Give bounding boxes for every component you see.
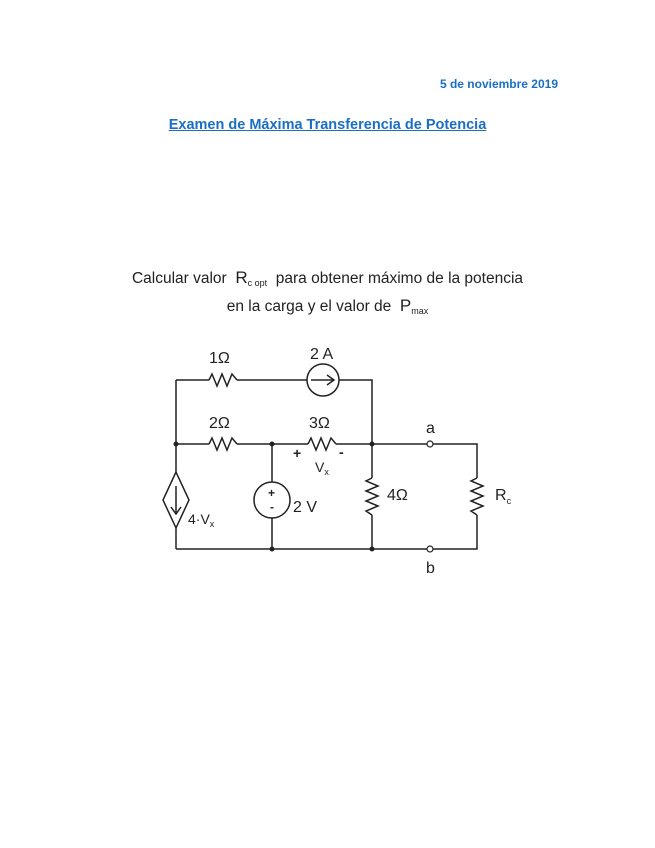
dependent-source-label <box>188 511 215 529</box>
rc-letter: R <box>495 487 507 504</box>
vx-label <box>315 459 329 477</box>
exam-date: 5 de noviembre 2019 <box>439 77 558 91</box>
label-2-ohm: 2Ω <box>209 415 230 432</box>
pmax-subscript: max <box>411 306 429 316</box>
resistor-1-ohm <box>209 374 237 386</box>
plus-sign: + <box>268 486 276 500</box>
load-resistor <box>471 478 483 515</box>
current-arrow-icon <box>311 375 334 385</box>
label-2a: 2 A <box>310 346 334 363</box>
resistor-2-ohm <box>209 438 237 450</box>
resistor-4-ohm <box>366 478 378 515</box>
rc-subscript: c <box>506 496 512 506</box>
minus-sign: - <box>270 500 274 514</box>
label-1-ohm: 1Ω <box>209 350 230 367</box>
junction-dot <box>370 442 375 447</box>
wire <box>176 380 430 444</box>
statement-text: para obtener máximo de la potencia <box>275 270 524 287</box>
junction-dot <box>270 547 275 552</box>
down-arrow-icon <box>171 486 181 514</box>
terminal-b <box>427 546 433 552</box>
junction-dot <box>370 547 375 552</box>
label-3-ohm: 3Ω <box>309 415 330 432</box>
pmax-symbol: P <box>399 296 412 315</box>
rcopt-symbol: R <box>235 268 248 287</box>
label-2v: 2 V <box>293 499 318 516</box>
junction-dot <box>270 442 275 447</box>
dep-subscript: x <box>209 519 215 529</box>
statement-text: en la carga y el valor de <box>226 298 392 315</box>
vx-minus-sign: - <box>339 444 344 460</box>
vx-letter: V <box>315 459 325 475</box>
resistor-3-ohm <box>308 438 336 450</box>
load-label <box>495 487 512 506</box>
terminal-a <box>427 441 433 447</box>
junction-dot <box>174 442 179 447</box>
node-a-label: a <box>426 420 435 437</box>
wire <box>430 444 477 549</box>
statement-text: Calcular valor <box>131 270 227 287</box>
wire <box>176 380 372 444</box>
vx-plus-sign: + <box>293 445 302 461</box>
rcopt-subscript: c opt <box>247 278 268 288</box>
node-b-label: b <box>426 560 435 577</box>
vx-subscript: x <box>324 467 329 477</box>
dep-text: 4·V <box>188 511 210 527</box>
label-4-ohm: 4Ω <box>387 487 408 504</box>
exam-title: Examen de Máxima Transferencia de Potencia <box>168 117 487 133</box>
